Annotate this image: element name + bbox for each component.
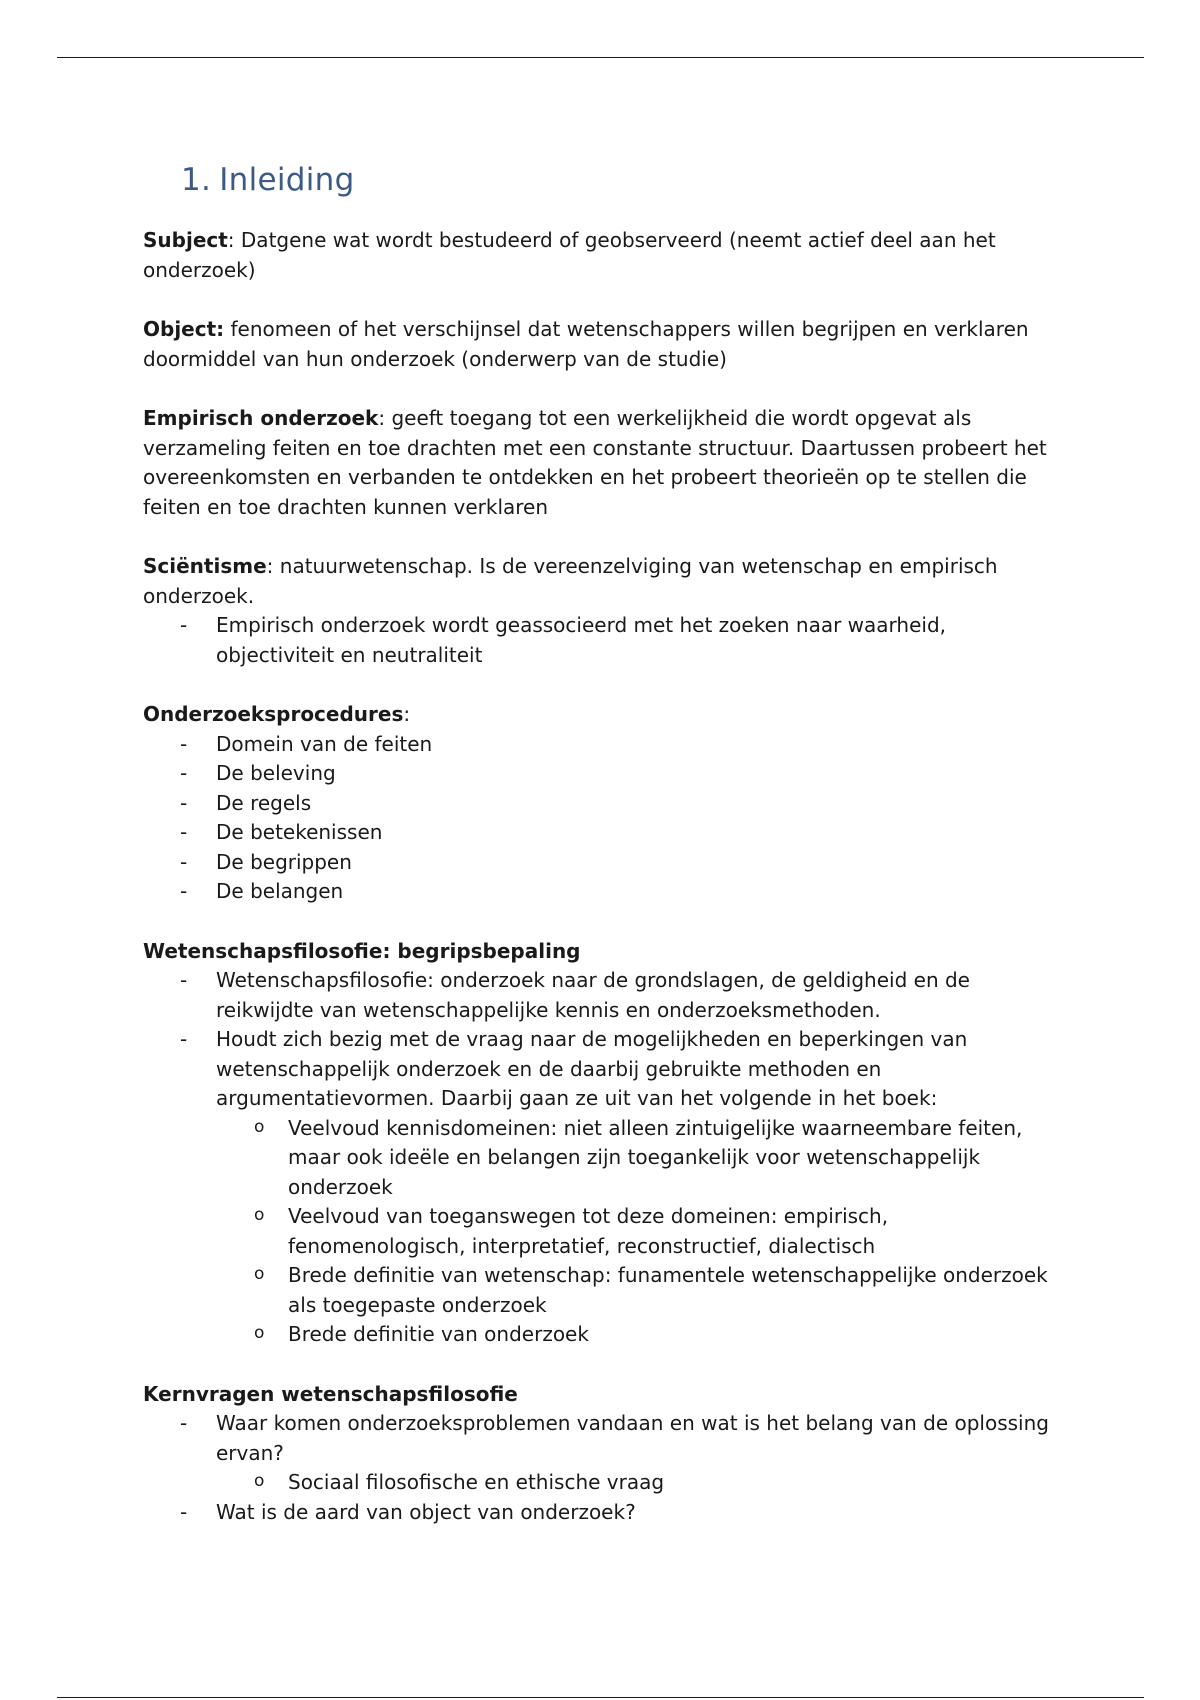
definition-text: Datgene wat wordt bestudeerd of geobserveerd (neemt actief deel aan het onderzoek)	[143, 228, 996, 282]
sub-list-item: o Brede definitie van wetenschap: funamentele wetenschappelijke onderzoek als toegepaste onderzoek	[216, 1261, 1063, 1320]
list-item: - De beleving	[143, 759, 1063, 789]
section-number: 1.	[181, 162, 212, 198]
list-item: - Domein van de feiten	[143, 730, 1063, 760]
definition-term: Empirisch onderzoek	[143, 406, 379, 430]
header-rule	[57, 57, 1144, 58]
definition-empirisch-onderzoek: Empirisch onderzoek: geeft toegang tot een werkelijkheid die wordt opgevat als verzameling feiten en toe drachten met een constante structuur. Daartussen probeert het overeenkomsten en verbanden te ontdekken en het probeert theorieën op te stellen die feiten en toe drachten kunnen verklaren	[143, 406, 1047, 519]
document-page	[143, 160, 1063, 1557]
sub-list-item: o Veelvoud kennisdomeinen: niet alleen zintuigelijke waarneembare feiten, maar ook ideële en belangen zijn toegankelijk voor wetenschappelijk onderzoek	[216, 1114, 1063, 1203]
definition-scientisme: Sciëntisme: natuurwetenschap. Is de vereenzelviging van wetenschap en empirisch onderzoek.	[143, 554, 998, 608]
definition-text: fenomeen of het verschijnsel dat wetenschappers willen begrijpen en verklaren doormiddel van hun onderzoek (onderwerp van de studie)	[143, 317, 1029, 371]
list-item: - Wat is de aard van object van onderzoek?	[143, 1498, 1063, 1528]
procedures-heading: Onderzoeksprocedures:	[143, 702, 411, 726]
philosophy-sublist	[216, 1114, 1063, 1350]
sub-list-item: o Veelvoud van toeganswegen tot deze domeinen: empirisch, fenomenologisch, interpretatief, reconstructief, dialectisch	[216, 1202, 1063, 1261]
definition-subject: Subject: Datgene wat wordt bestudeerd of geobserveerd (neemt actief deel aan het onderzoek)	[143, 228, 996, 282]
philosophy-heading: Wetenschapsfilosofie: begripsbepaling	[143, 938, 581, 963]
philosophy-list	[143, 966, 1063, 1350]
section-heading	[181, 160, 1063, 200]
core-questions-list	[143, 1409, 1063, 1527]
definition-term: Sciëntisme	[143, 554, 267, 578]
definition-term: Object:	[143, 317, 225, 341]
list-item: - De regels	[143, 789, 1063, 819]
sub-list-item: o Sociaal filosofische en ethische vraag	[216, 1468, 1063, 1498]
core-questions-heading: Kernvragen wetenschapsfilosofie	[143, 1381, 518, 1406]
scientisme-list	[143, 611, 1063, 670]
core-questions-sublist	[216, 1468, 1063, 1498]
definition-term: Subject	[143, 228, 228, 252]
list-item: - Waar komen onderzoeksproblemen vandaan en wat is het belang van de oplossing ervan? o Sociaal filosofische en ethische vraag	[143, 1409, 1063, 1498]
definition-text: geeft toegang tot een werkelijkheid die wordt opgevat als verzameling feiten en toe drachten met een constante structuur. Daartussen probeert het overeenkomsten en verbanden te ontdekken en het probeert theorieën op te stellen die feiten en toe drachten kunnen verklaren	[143, 406, 1047, 519]
sub-list-item: o Brede definitie van onderzoek	[216, 1320, 1063, 1350]
list-item: - Houdt zich bezig met de vraag naar de mogelijkheden en beperkingen van wetenschappelijk onderzoek en de daarbij gebruikte methoden en argumentatievormen. Daarbij gaan ze uit van het volgende in het boek: o Veelvoud kennisdomeinen: niet alleen zintuigelijke waarneembare feiten, maar ook ideële en belangen zijn toegankelijk voor wetenschappelijk onderzoek o Veelvoud van toeganswegen tot deze domeinen: empirisch, fenomenologisch, interpretatief, reconstructief, dialectisch o Brede definitie van wetenschap: funamentele wetenschappelijke onderzoek als toegepaste onderzoek o Brede definitie van onderzoek	[143, 1025, 1063, 1350]
list-item: - Wetenschapsfilosofie: onderzoek naar de grondslagen, de geldigheid en de reikwijdte van wetenschappelijke kennis en onderzoeksmethoden.	[143, 966, 1063, 1025]
procedures-list	[143, 730, 1063, 907]
list-item: - De begrippen	[143, 848, 1063, 878]
list-item: - De belangen	[143, 877, 1063, 907]
list-item: - De betekenissen	[143, 818, 1063, 848]
definition-object	[143, 315, 1063, 374]
definition-text: natuurwetenschap. Is de vereenzelviging van wetenschap en empirisch onderzoek.	[143, 554, 998, 608]
section-title: Inleiding	[219, 162, 355, 198]
list-item: - Empirisch onderzoek wordt geassocieerd met het zoeken naar waarheid, objectiviteit en neutraliteit	[143, 611, 1063, 670]
footer-rule	[57, 1697, 1144, 1698]
